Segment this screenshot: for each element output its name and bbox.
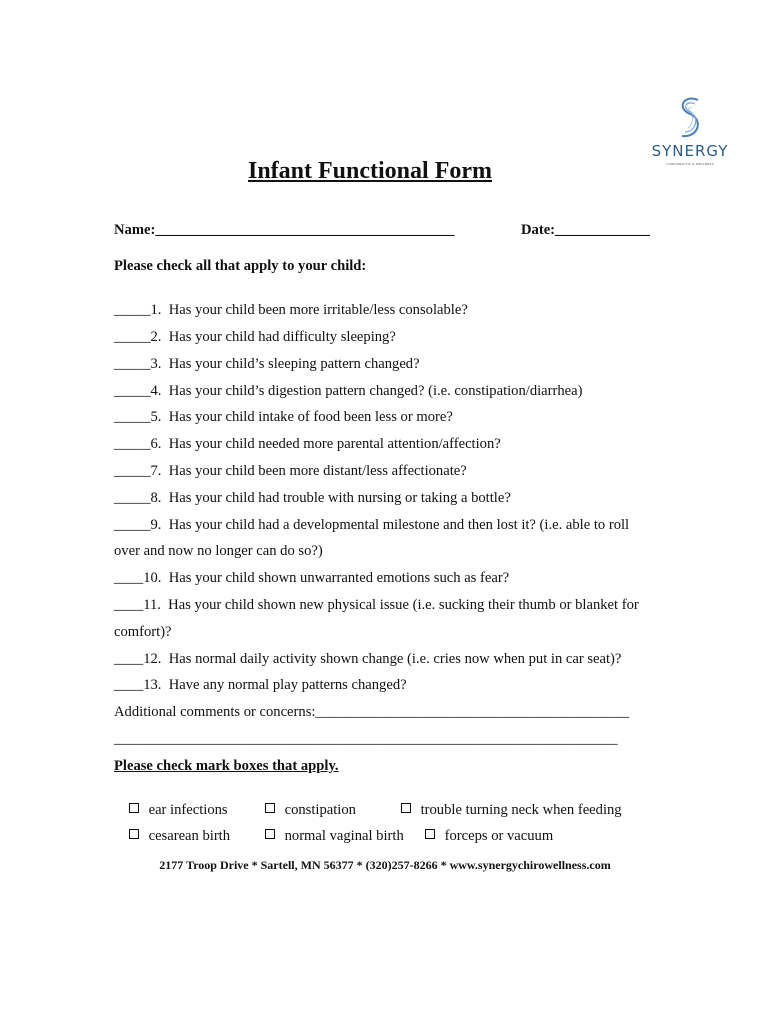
checkbox-cesarean-birth[interactable] [114, 811, 230, 862]
question-9[interactable]: _____9. Has your child had a developmental milestone and then lost it? (i.e. able to roll [114, 517, 630, 533]
comments-field-line-2[interactable]: _____________________________________________________________________ [114, 731, 618, 747]
checkbox-heading: Please check mark boxes that apply. [114, 758, 339, 774]
question-4[interactable]: _____4. Has your child’s digestion pattern changed? (i.e. constipation/diarrhea) [114, 383, 583, 399]
checkbox-label: trouble turning neck when feeding [420, 802, 622, 818]
name-field[interactable]: Name:_________________________________________ [114, 222, 455, 238]
checkbox-square-icon[interactable] [129, 829, 139, 839]
question-6[interactable]: _____6. Has your child needed more parental attention/affection? [114, 436, 501, 452]
question-13[interactable]: ____13. Have any normal play patterns changed? [114, 677, 407, 693]
question-3[interactable]: _____3. Has your child’s sleeping pattern changed? [114, 356, 420, 372]
checkbox-normal-vaginal-birth[interactable] [250, 811, 404, 862]
checkbox-label: ear infections [148, 802, 228, 818]
question-5[interactable]: _____5. Has your child intake of food been less or more? [114, 409, 453, 425]
checkbox-label: forceps or vacuum [444, 828, 554, 844]
footer-address: 2177 Troop Drive * Sartell, MN 56377 * (320)257-8266 * www.synergychirowellness.com [159, 858, 611, 872]
question-9-continued: over and now no longer can do so?) [114, 543, 323, 559]
question-11-continued: comfort)? [114, 624, 172, 640]
question-10[interactable]: ____10. Has your child shown unwarranted emotions such as fear? [114, 570, 510, 586]
question-7[interactable]: _____7. Has your child been more distant/less affectionate? [114, 463, 467, 479]
logo-tagline: CHIROPRACTIC & WELLNESS [666, 162, 714, 166]
swirl-s-icon [674, 96, 706, 142]
question-8[interactable]: _____8. Has your child had trouble with nursing or taking a bottle? [114, 490, 511, 506]
form-title: Infant Functional Form [247, 158, 492, 184]
logo-wordmark: SYNERGY [651, 142, 729, 160]
checkbox-label: constipation [284, 802, 356, 818]
comments-field[interactable]: Additional comments or concerns:___________________________________________ [114, 704, 630, 720]
checkbox-square-icon[interactable] [265, 829, 275, 839]
checkbox-label: normal vaginal birth [284, 828, 404, 844]
instruction-text: Please check all that apply to your child: [114, 258, 367, 274]
question-11[interactable]: ____11. Has your child shown new physical issue (i.e. sucking their thumb or blanket for [114, 597, 639, 613]
checkbox-square-icon[interactable] [425, 829, 435, 839]
checkbox-label: cesarean birth [148, 828, 231, 844]
checkbox-forceps-or-vacuum[interactable] [410, 811, 553, 862]
question-12[interactable]: ____12. Has normal daily activity shown change (i.e. cries now when put in car seat)? [114, 651, 622, 667]
question-1[interactable]: _____1. Has your child been more irritable/less consolable? [114, 302, 468, 318]
question-2[interactable]: _____2. Has your child had difficulty sleeping? [114, 329, 396, 345]
date-field[interactable]: Date:_____________ [521, 222, 650, 238]
